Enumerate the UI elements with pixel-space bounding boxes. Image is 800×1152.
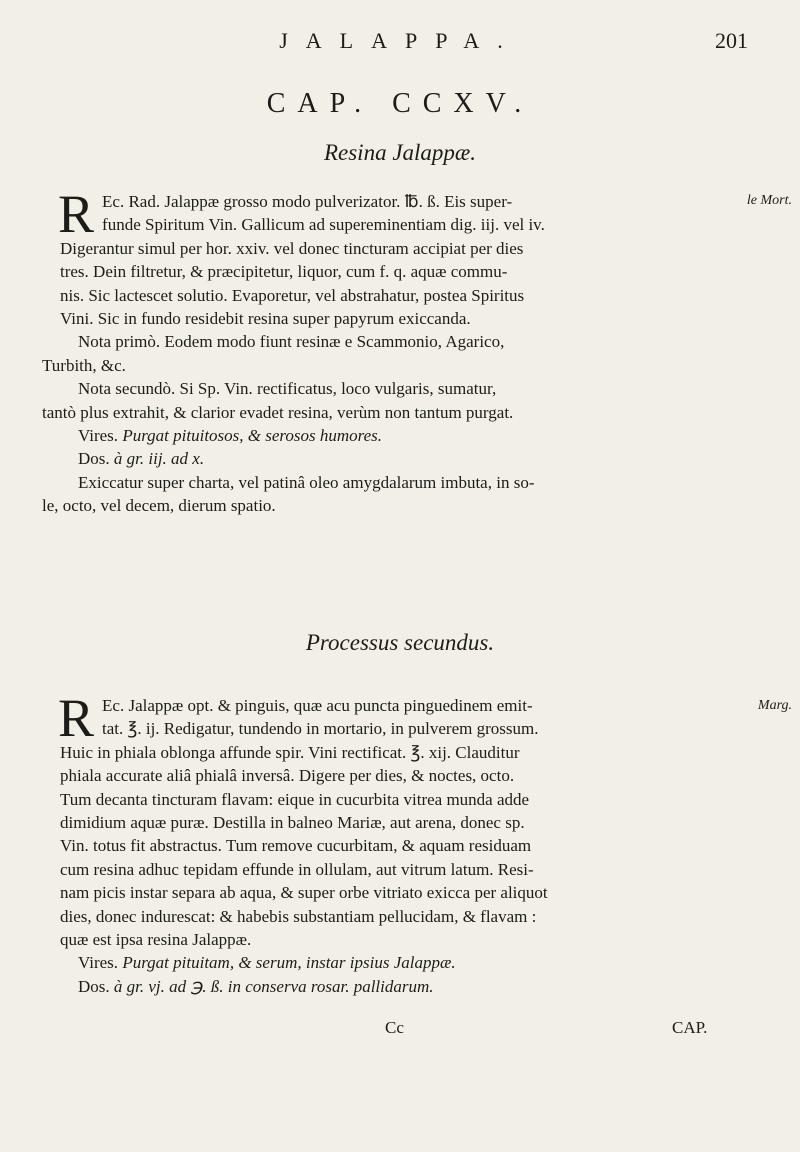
drop-cap: R [58, 184, 95, 244]
section-1-text [42, 184, 728, 518]
text-line: Ec. Rad. Jalappæ grosso modo pulverizator. ℔. ß. Eis super- [102, 192, 513, 211]
running-head [0, 28, 800, 68]
text-line: funde Spiritum Vin. Gallicum ad supereminentiam dig. iij. vel iv. [102, 215, 545, 235]
text-line: Vini. Sic in fundo residebit resina super papyrum exiccanda. [60, 309, 471, 329]
section-title-resina: Resina Jalappæ. [323, 140, 477, 165]
text-line: Ec. Jalappæ opt. & pinguis, quæ acu puncta pinguedinem emit- [102, 696, 533, 715]
text-line: phiala accurate aliâ phialâ inversâ. Digere per dies, & noctes, octo. [60, 766, 515, 786]
text-line: tres. Dein filtretur, & præcipitetur, liquor, cum f. q. aquæ commu- [60, 262, 508, 282]
text-line: Tum decanta tincturam flavam: eique in cucurbita vitrea munda adde [60, 789, 530, 809]
dosis-line: Dos. à gr. vj. ad ℈. ß. in conserva rosar. pallidarum. [78, 976, 434, 996]
section-title-processus: Processus secundus. [305, 630, 495, 655]
vires-line: Vires. Purgat pituitam, & serum, instar ipsius Jalappæ. [78, 953, 456, 973]
text-line: tat. ℥. ij. Redigatur, tundendo in mortario, in pulverem grossum. [102, 719, 539, 739]
margin-note-marg: Marg. [757, 698, 792, 713]
dosis-line: Dos. à gr. iij. ad x. [78, 449, 205, 469]
text-line: dimidium aquæ puræ. Destilla in balneo Mariæ, aut arena, donec sp. [60, 813, 525, 833]
vires-line: Vires. Purgat pituitosos, & serosos humores. [78, 426, 383, 446]
catchword: CAP. [672, 1018, 708, 1037]
chapter-heading: CAP. CCXV. [266, 88, 534, 119]
text-line: Digerantur simul per hor. xxiv. vel donec tincturam accipiat per dies [60, 238, 524, 258]
nota-secundo: Nota secundò. Si Sp. Vin. rectificatus, loco vulgaris, sumatur, tantò plus extrahit, & clarior evadet resina, verùm non tantum purgat. [42, 379, 514, 422]
nota-primo: Nota primò. Eodem modo fiunt resinæ e Scammonio, Agarico, Turbith, &c. [42, 332, 505, 375]
text-line: Huic in phiala oblonga affunde spir. Vini rectificat. ℥. xij. Clauditur [60, 742, 520, 762]
page-number: 201 [715, 28, 748, 53]
drop-cap: R [58, 688, 95, 748]
section-2-text [58, 688, 728, 998]
text-line: nis. Sic lactescet solutio. Evaporetur, vel abstrahatur, postea Spiritus [60, 285, 525, 305]
text-line: dies, donec indurescat: & habebis substantiam pellucidam, & flavam : [60, 906, 537, 926]
recipe-paragraph [58, 184, 728, 330]
running-title: JALAPPA. [279, 28, 521, 53]
signature-mark: Cc [385, 1018, 404, 1037]
text-line: cum resina adhuc tepidam effunde in ollulam, aut vitrum latum. Resi- [60, 859, 534, 879]
text-line: quæ est ipsa resina Jalappæ. [60, 930, 252, 950]
text-line: nam picis instar separa ab aqua, & super orbe vitriato exicca per aliquot [60, 883, 548, 903]
margin-note-author: le Mort. [746, 193, 792, 208]
text-line: Vin. totus fit abstractus. Tum remove cucurbitam, & aquam residuam [60, 836, 532, 856]
recipe-paragraph [58, 688, 728, 951]
exiccatur-paragraph: Exiccatur super charta, vel patinâ oleo amygdalarum imbuta, in so- le, octo, vel decem, dierum spatio. [42, 472, 535, 516]
